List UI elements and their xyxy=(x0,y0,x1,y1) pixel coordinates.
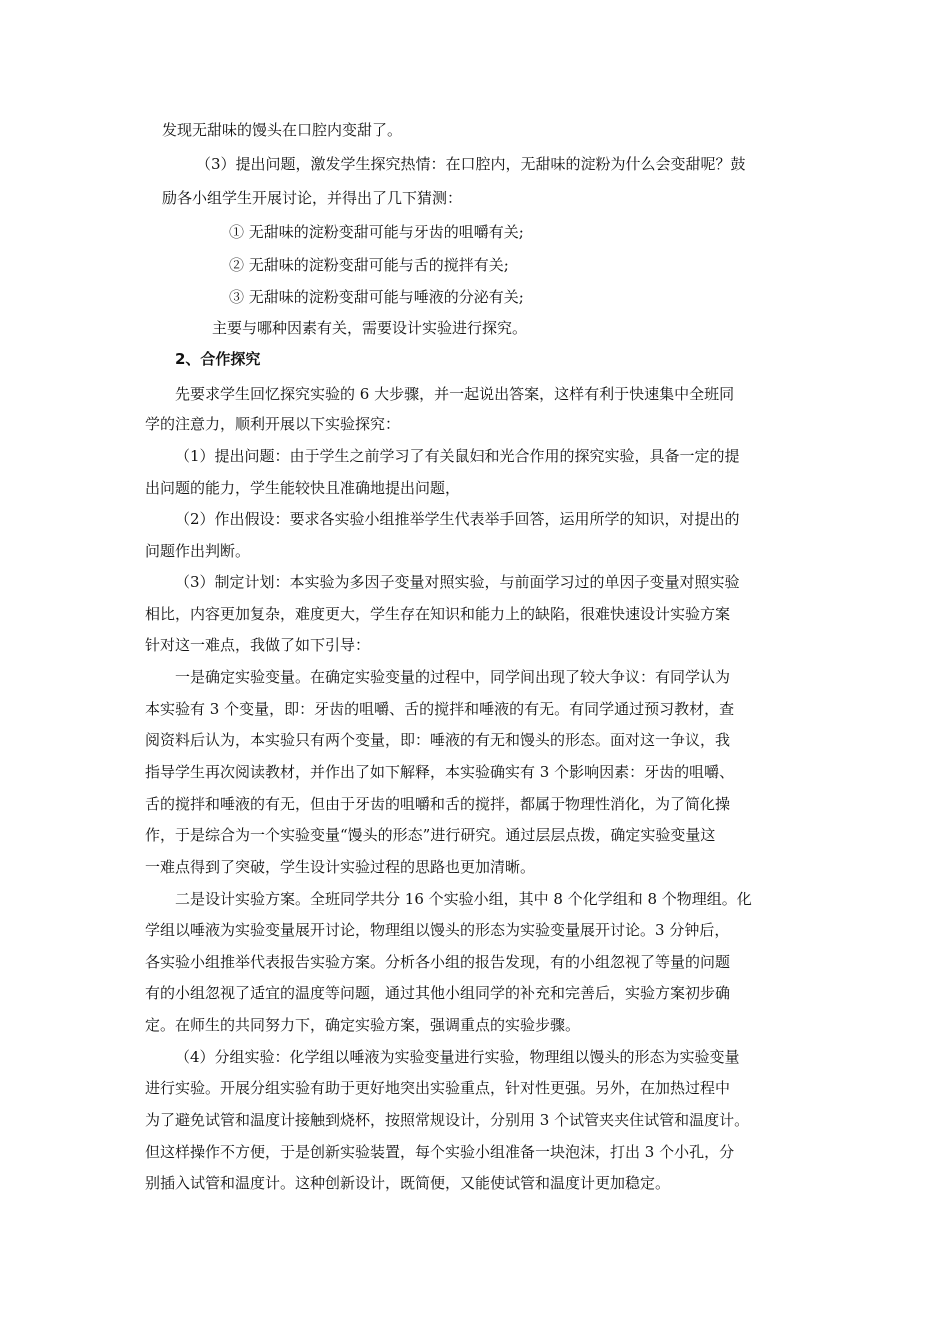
list-item-guess-1: ① 无甜味的淀粉变甜可能与牙齿的咀嚼有关; xyxy=(229,223,524,241)
section-heading: 2、合作探究 xyxy=(175,350,261,368)
text-line-31: 进行实验。开展分组实验有助于更好地突出实验重点，针对性更强。另外，在加热过程中 xyxy=(145,1079,731,1097)
text-line-7: 主要与哪种因素有关，需要设计实验进行探究。 xyxy=(212,319,528,337)
text-line-23: 作，于是综合为一个实验变量“馒头的形态”进行研究。通过层层点拨，确定实验变量这 xyxy=(145,826,716,844)
text-line-18: 一是确定实验变量。在确定实验变量的过程中，同学间出现了较大争议：有同学认为 xyxy=(175,668,731,686)
text-line-20: 阅资料后认为，本实验只有两个变量，即：唾液的有无和馒头的形态。面对这一争议，我 xyxy=(145,731,731,749)
text-line-11: （1）提出问题：由于学生之前学习了有关鼠妇和光合作用的探究实验，具备一定的提 xyxy=(175,447,740,465)
text-line-19: 本实验有 3 个变量，即：牙齿的咀嚼、舌的搅拌和唾液的有无。有同学通过预习教材，查 xyxy=(145,700,735,718)
text-line-26: 学组以唾液为实验变量展开讨论，物理组以馒头的形态为实验变量展开讨论。3 分钟后， xyxy=(145,921,730,939)
text-line-29: 定。在师生的共同努力下，确定实验方案，强调重点的实验步骤。 xyxy=(145,1016,581,1034)
text-line-27: 各实验小组推举代表报告实验方案。分析各小组的报告发现，有的小组忽视了等量的问题 xyxy=(145,953,731,971)
text-line-24: 一难点得到了突破，学生设计实验过程的思路也更加清晰。 xyxy=(145,858,536,876)
text-line-30: （4）分组实验：化学组以唾液为实验变量进行实验，物理组以馒头的形态为实验变量 xyxy=(175,1048,740,1066)
text-line-12: 出问题的能力，学生能较快且准确地提出问题， xyxy=(145,479,461,497)
text-line-22: 舌的搅拌和唾液的有无，但由于牙齿的咀嚼和舌的搅拌，都属于物理性消化，为了简化操 xyxy=(145,795,731,813)
text-line-3: 励各小组学生开展讨论，并得出了几下猜测： xyxy=(162,189,463,207)
text-line-34: 别插入试管和温度计。这种创新设计，既简便，又能使试管和温度计更加稳定。 xyxy=(145,1174,671,1192)
text-line-10: 学的注意力，顺利开展以下实验探究： xyxy=(145,415,401,433)
text-line-25: 二是设计实验方案。全班同学共分 16 个实验小组，其中 8 个化学组和 8 个物理组。化 xyxy=(175,890,752,908)
text-line-33: 但这样操作不方便，于是创新实验装置，每个实验小组准备一块泡沫，打出 3 个小孔，分 xyxy=(145,1143,735,1161)
text-line-32: 为了避免试管和温度计接触到烧杯，按照常规设计，分别用 3 个试管夹夹住试管和温度计。 xyxy=(145,1111,750,1129)
text-line-9: 先要求学生回忆探究实验的 6 大步骤，并一起说出答案，这样有利于快速集中全班同 xyxy=(175,385,735,403)
text-line-17: 针对这一难点，我做了如下引导： xyxy=(145,636,371,654)
text-line-16: 相比，内容更加复杂，难度更大，学生存在知识和能力上的缺陷，很难快速设计实验方案 xyxy=(145,605,731,623)
list-item-guess-2: ② 无甜味的淀粉变甜可能与舌的搅拌有关; xyxy=(229,256,509,274)
text-line-15: （3）制定计划：本实验为多因子变量对照实验，与前面学习过的单因子变量对照实验 xyxy=(175,573,740,591)
text-line-1: 发现无甜味的馒头在口腔内变甜了。 xyxy=(162,121,403,139)
text-line-2: （3）提出问题，激发学生探究热情：在口腔内，无甜味的淀粉为什么会变甜呢？鼓 xyxy=(196,155,746,173)
text-line-21: 指导学生再次阅读教材，并作出了如下解释，本实验确实有 3 个影响因素：牙齿的咀嚼、 xyxy=(145,763,735,781)
text-line-28: 有的小组忽视了适宜的温度等问题，通过其他小组同学的补充和完善后，实验方案初步确 xyxy=(145,984,731,1002)
text-line-13: （2）作出假设：要求各实验小组推举学生代表举手回答，运用所学的知识，对提出的 xyxy=(175,510,740,528)
text-line-14: 问题作出判断。 xyxy=(145,542,251,560)
list-item-guess-3: ③ 无甜味的淀粉变甜可能与唾液的分泌有关; xyxy=(229,288,524,306)
